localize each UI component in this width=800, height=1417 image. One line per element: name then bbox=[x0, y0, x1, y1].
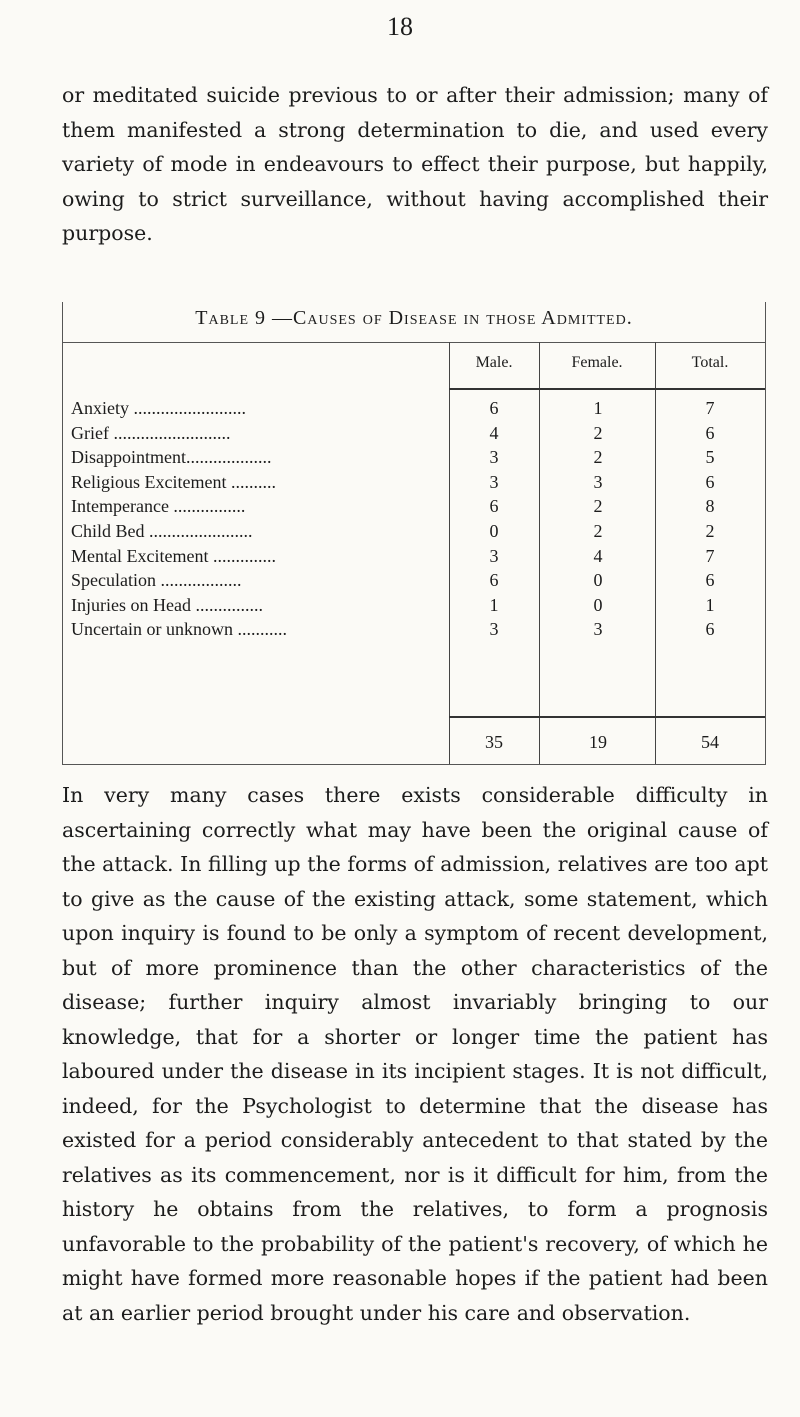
paragraph-discussion: In very many cases there exists considerable difficulty in ascertaining correctly what may have been the original cause of the attack. In filling up the forms of admission, relatives are too apt to give as the cause of the existing attack, some statement, which upon inquiry is found to be only a symptom of recent development, but of more prominence than the other characteristics of the disease; further inquiry almost invariably bringing to our knowledge, that for a shorter or longer time the patient has laboured under the disease in its incipient stages. It is not difficult, indeed, for the Psychologist to determine that the disease has existed for a period considerably antecedent to that stated by the relatives as its commencement, nor is it difficult for him, from the history he obtains from the relatives, to form a prognosis unfavorable to the probability of the patient's recovery, of which he might have formed more reasonable hopes if the patient had been at an earlier period brought under his care and observation. bbox=[62, 783, 768, 1325]
row-male: 6 bbox=[489, 398, 499, 418]
row-label: Speculation .................. bbox=[71, 570, 242, 591]
row-label: Injuries on Head ............... bbox=[71, 594, 263, 615]
table-row bbox=[63, 398, 765, 421]
row-male: 4 bbox=[489, 422, 499, 443]
row-total: 5 bbox=[705, 447, 715, 468]
table-row bbox=[63, 521, 765, 544]
row-male: 6 bbox=[489, 496, 499, 517]
row-total: 8 bbox=[705, 496, 715, 517]
total-male: 35 bbox=[485, 732, 503, 752]
table-row bbox=[63, 595, 765, 618]
row-male: 1 bbox=[489, 594, 499, 615]
table-row bbox=[63, 546, 765, 569]
table-title-rule bbox=[63, 342, 765, 343]
row-total: 1 bbox=[705, 594, 715, 615]
row-female: 2 bbox=[593, 521, 603, 541]
row-female: 3 bbox=[593, 471, 603, 492]
header-rule bbox=[449, 388, 765, 390]
total-rule bbox=[449, 716, 765, 718]
header-male: Male. bbox=[475, 354, 513, 371]
row-label: Child Bed ....................... bbox=[71, 521, 253, 541]
row-total: 6 bbox=[705, 570, 715, 591]
paragraph-intro: or meditated suicide previous to or after their admission; many of them manifested a strong determination to die, and used every variety of mode in endeavours to effect their purpose, but happily, owing to strict surveillance, without having accomplished their purpose. bbox=[62, 83, 768, 245]
row-female: 2 bbox=[593, 447, 603, 468]
row-male: 0 bbox=[489, 521, 499, 541]
total-female: 19 bbox=[589, 732, 607, 752]
table-row bbox=[63, 570, 765, 593]
row-female: 3 bbox=[593, 619, 603, 640]
row-total: 2 bbox=[705, 521, 715, 541]
row-label: Religious Excitement .......... bbox=[71, 471, 276, 492]
row-female: 0 bbox=[593, 570, 603, 591]
causes-table bbox=[62, 302, 766, 765]
table-row bbox=[63, 496, 765, 519]
row-male: 3 bbox=[489, 619, 499, 640]
total-total: 54 bbox=[701, 732, 719, 752]
row-total: 6 bbox=[705, 422, 715, 443]
row-male: 3 bbox=[489, 545, 499, 566]
row-male: 6 bbox=[489, 570, 499, 591]
page-number: 18 bbox=[387, 12, 413, 41]
header-female: Female. bbox=[571, 354, 623, 371]
row-male: 3 bbox=[489, 471, 499, 492]
table-row bbox=[63, 447, 765, 470]
row-label: Grief .......................... bbox=[71, 422, 231, 443]
row-label: Disappointment................... bbox=[71, 447, 272, 468]
table-row bbox=[63, 619, 765, 642]
row-total: 7 bbox=[705, 398, 715, 418]
row-female: 4 bbox=[593, 545, 603, 566]
table-title: Table 9 —Causes of Disease in those Admitted. bbox=[195, 307, 633, 329]
table-row bbox=[63, 472, 765, 495]
row-total: 6 bbox=[705, 619, 715, 640]
row-female: 2 bbox=[593, 422, 603, 443]
row-female: 1 bbox=[593, 398, 603, 418]
row-female: 0 bbox=[593, 594, 603, 615]
row-label: Intemperance ................ bbox=[71, 496, 246, 517]
row-total: 7 bbox=[705, 545, 715, 566]
row-label: Uncertain or unknown ........... bbox=[71, 619, 287, 640]
table-row bbox=[63, 423, 765, 446]
row-total: 6 bbox=[705, 471, 715, 492]
row-female: 2 bbox=[593, 496, 603, 517]
header-total: Total. bbox=[691, 354, 729, 371]
row-label: Anxiety ......................... bbox=[71, 398, 246, 418]
row-label: Mental Excitement .............. bbox=[71, 545, 276, 566]
row-male: 3 bbox=[489, 447, 499, 468]
